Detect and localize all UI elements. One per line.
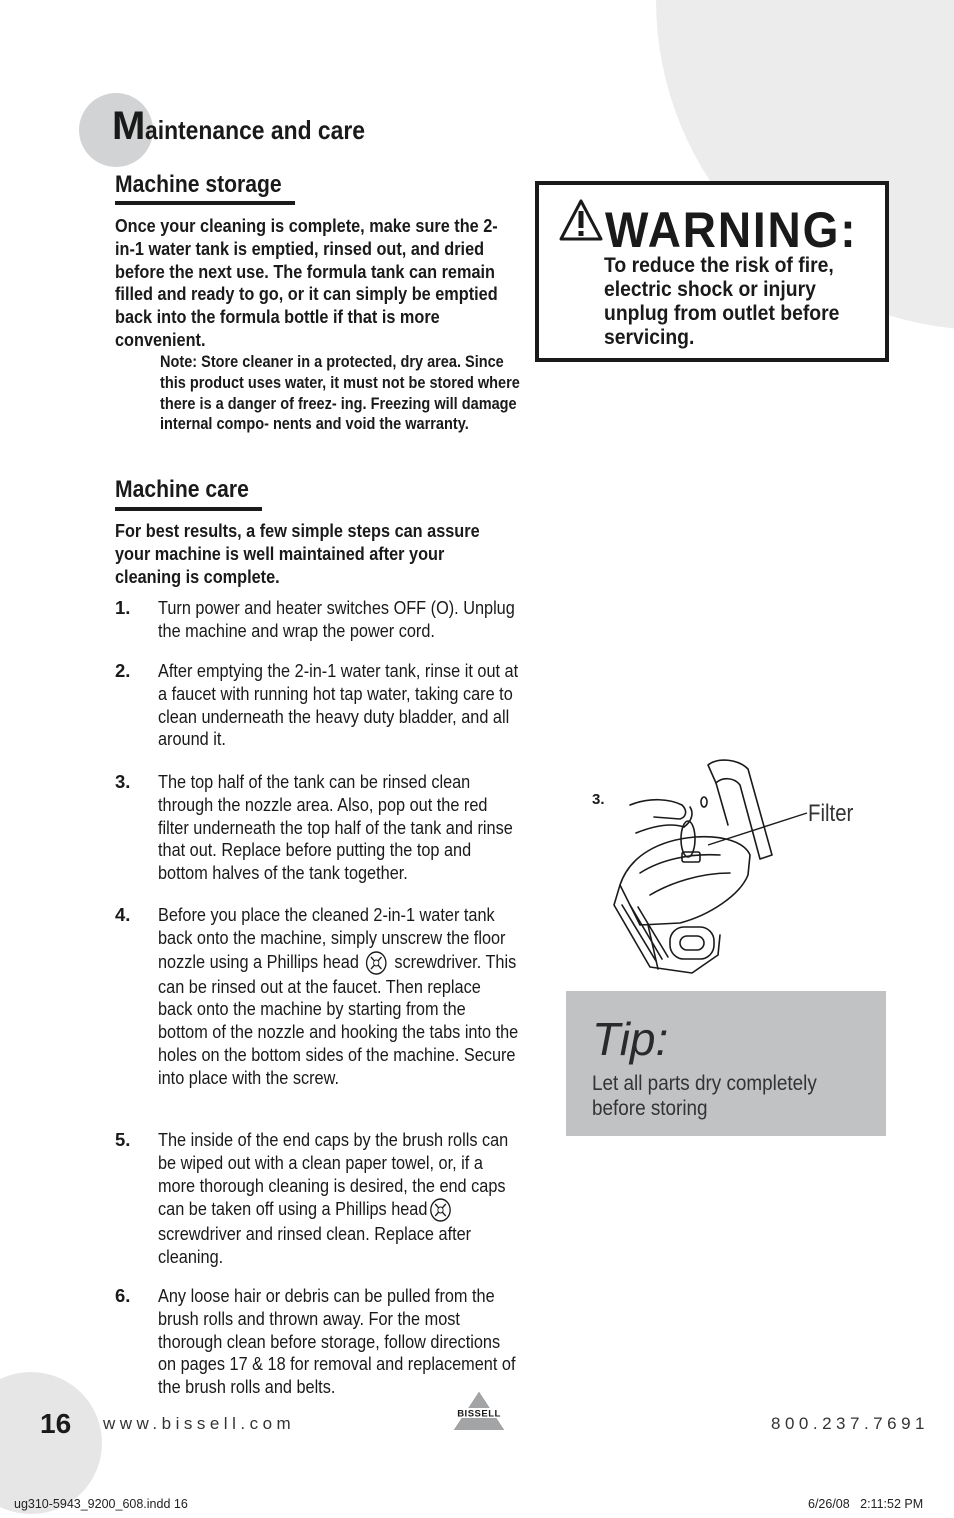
tip-text: Let all parts dry completely before storing bbox=[592, 1072, 817, 1120]
step-number: 1. bbox=[115, 597, 131, 618]
step-text: Turn power and heater switches OFF (O). Unplug the machine and wrap the power cord. bbox=[158, 597, 515, 641]
step-number: 3. bbox=[115, 771, 131, 792]
care-heading: Machine care bbox=[115, 476, 249, 503]
step-number: 4. bbox=[115, 904, 131, 925]
filter-label: Filter bbox=[808, 800, 854, 827]
figure-number: 3. bbox=[592, 791, 605, 808]
step-text: Any loose hair or debris can be pulled from the brush rolls and thrown away. For the most thorough clean before storage, follow directions on pages 17 & 18 for removal and replacement of the brush rolls and belts. bbox=[158, 1285, 516, 1398]
svg-text:BISSELL: BISSELL bbox=[457, 1408, 501, 1420]
storage-heading-rule bbox=[115, 201, 295, 205]
warning-triangle-icon bbox=[558, 198, 604, 242]
warning-text: To reduce the risk of fire, electric shock or injury unplug from outlet before servicing. bbox=[604, 253, 840, 349]
step-text-part: screwdriver. This can be rinsed out at the faucet. Then replace back onto the machine by starting from the bottom of the nozzle and hooking the tabs into the holes on the bottom sides of the machine. Secure into place with the screw. bbox=[158, 950, 519, 1088]
phillips-screwdriver-icon bbox=[363, 950, 389, 976]
phillips-screwdriver-icon bbox=[427, 1197, 453, 1223]
warning-title: WARNING: bbox=[605, 202, 858, 258]
title-text: aintenance and care bbox=[145, 115, 366, 145]
storage-heading: Machine storage bbox=[115, 171, 282, 198]
care-heading-rule bbox=[115, 507, 262, 511]
storage-paragraph: Once your cleaning is complete, make sure the 2-in-1 water tank is emptied, rinsed out, and dried before the next use. The formula tank can remain filled and ready to go, or it can simply be emptied back into the formula bottle if that is more convenient. bbox=[115, 215, 498, 350]
website-url: www.bissell.com bbox=[103, 1414, 296, 1433]
tank-filter-illustration bbox=[600, 755, 810, 980]
step-number: 5. bbox=[115, 1129, 131, 1150]
tip-title: Tip: bbox=[592, 1013, 669, 1065]
phone-number: 800.237.7691 bbox=[771, 1414, 929, 1433]
step-number: 6. bbox=[115, 1285, 131, 1306]
storage-note: Note: Store cleaner in a protected, dry area. Since this product uses water, it must not be stored where there is a danger of freez- ing. Freezing will damage internal compo- nents and void the warranty. bbox=[160, 353, 520, 434]
step-text-part: Before you place the cleaned 2-in-1 water tank back onto the machine, simply unscrew the floor nozzle using a Phillips head bbox=[158, 904, 506, 972]
print-slug-file: ug310-5943_9200_608.indd 16 bbox=[14, 1497, 188, 1511]
step-text-part: screwdriver and rinsed clean. Replace after cleaning. bbox=[158, 1223, 472, 1268]
step-text-part: The inside of the end caps by the brush rolls can be wiped out with a clean paper towel, or, if a more thorough cleaning is desired, the end caps can be taken off using a Phillips head bbox=[158, 1129, 509, 1220]
step-text bbox=[158, 1129, 519, 1269]
page-number-circle bbox=[0, 1372, 102, 1514]
step-number: 2. bbox=[115, 660, 131, 681]
bissell-logo bbox=[452, 1390, 506, 1432]
step-text bbox=[158, 904, 519, 1090]
page-title bbox=[112, 106, 395, 146]
step-text: The top half of the tank can be rinsed clean through the nozzle area. Also, pop out the red filter underneath the top half of the tank and rinse that out. Replace before putting the top and bottom halves of the tank together. bbox=[158, 771, 513, 884]
title-initial: M bbox=[112, 104, 146, 148]
print-slug-date: 6/26/08 2:11:52 PM bbox=[808, 1497, 924, 1511]
care-intro: For best results, a few simple steps can assure your machine is well maintained after your cleaning is complete. bbox=[115, 520, 480, 587]
step-text: After emptying the 2-in-1 water tank, rinse it out at a faucet with running hot tap water, taking care to clean underneath the heavy duty bladder, and all around it. bbox=[158, 660, 519, 750]
page-number: 16 bbox=[40, 1408, 72, 1439]
